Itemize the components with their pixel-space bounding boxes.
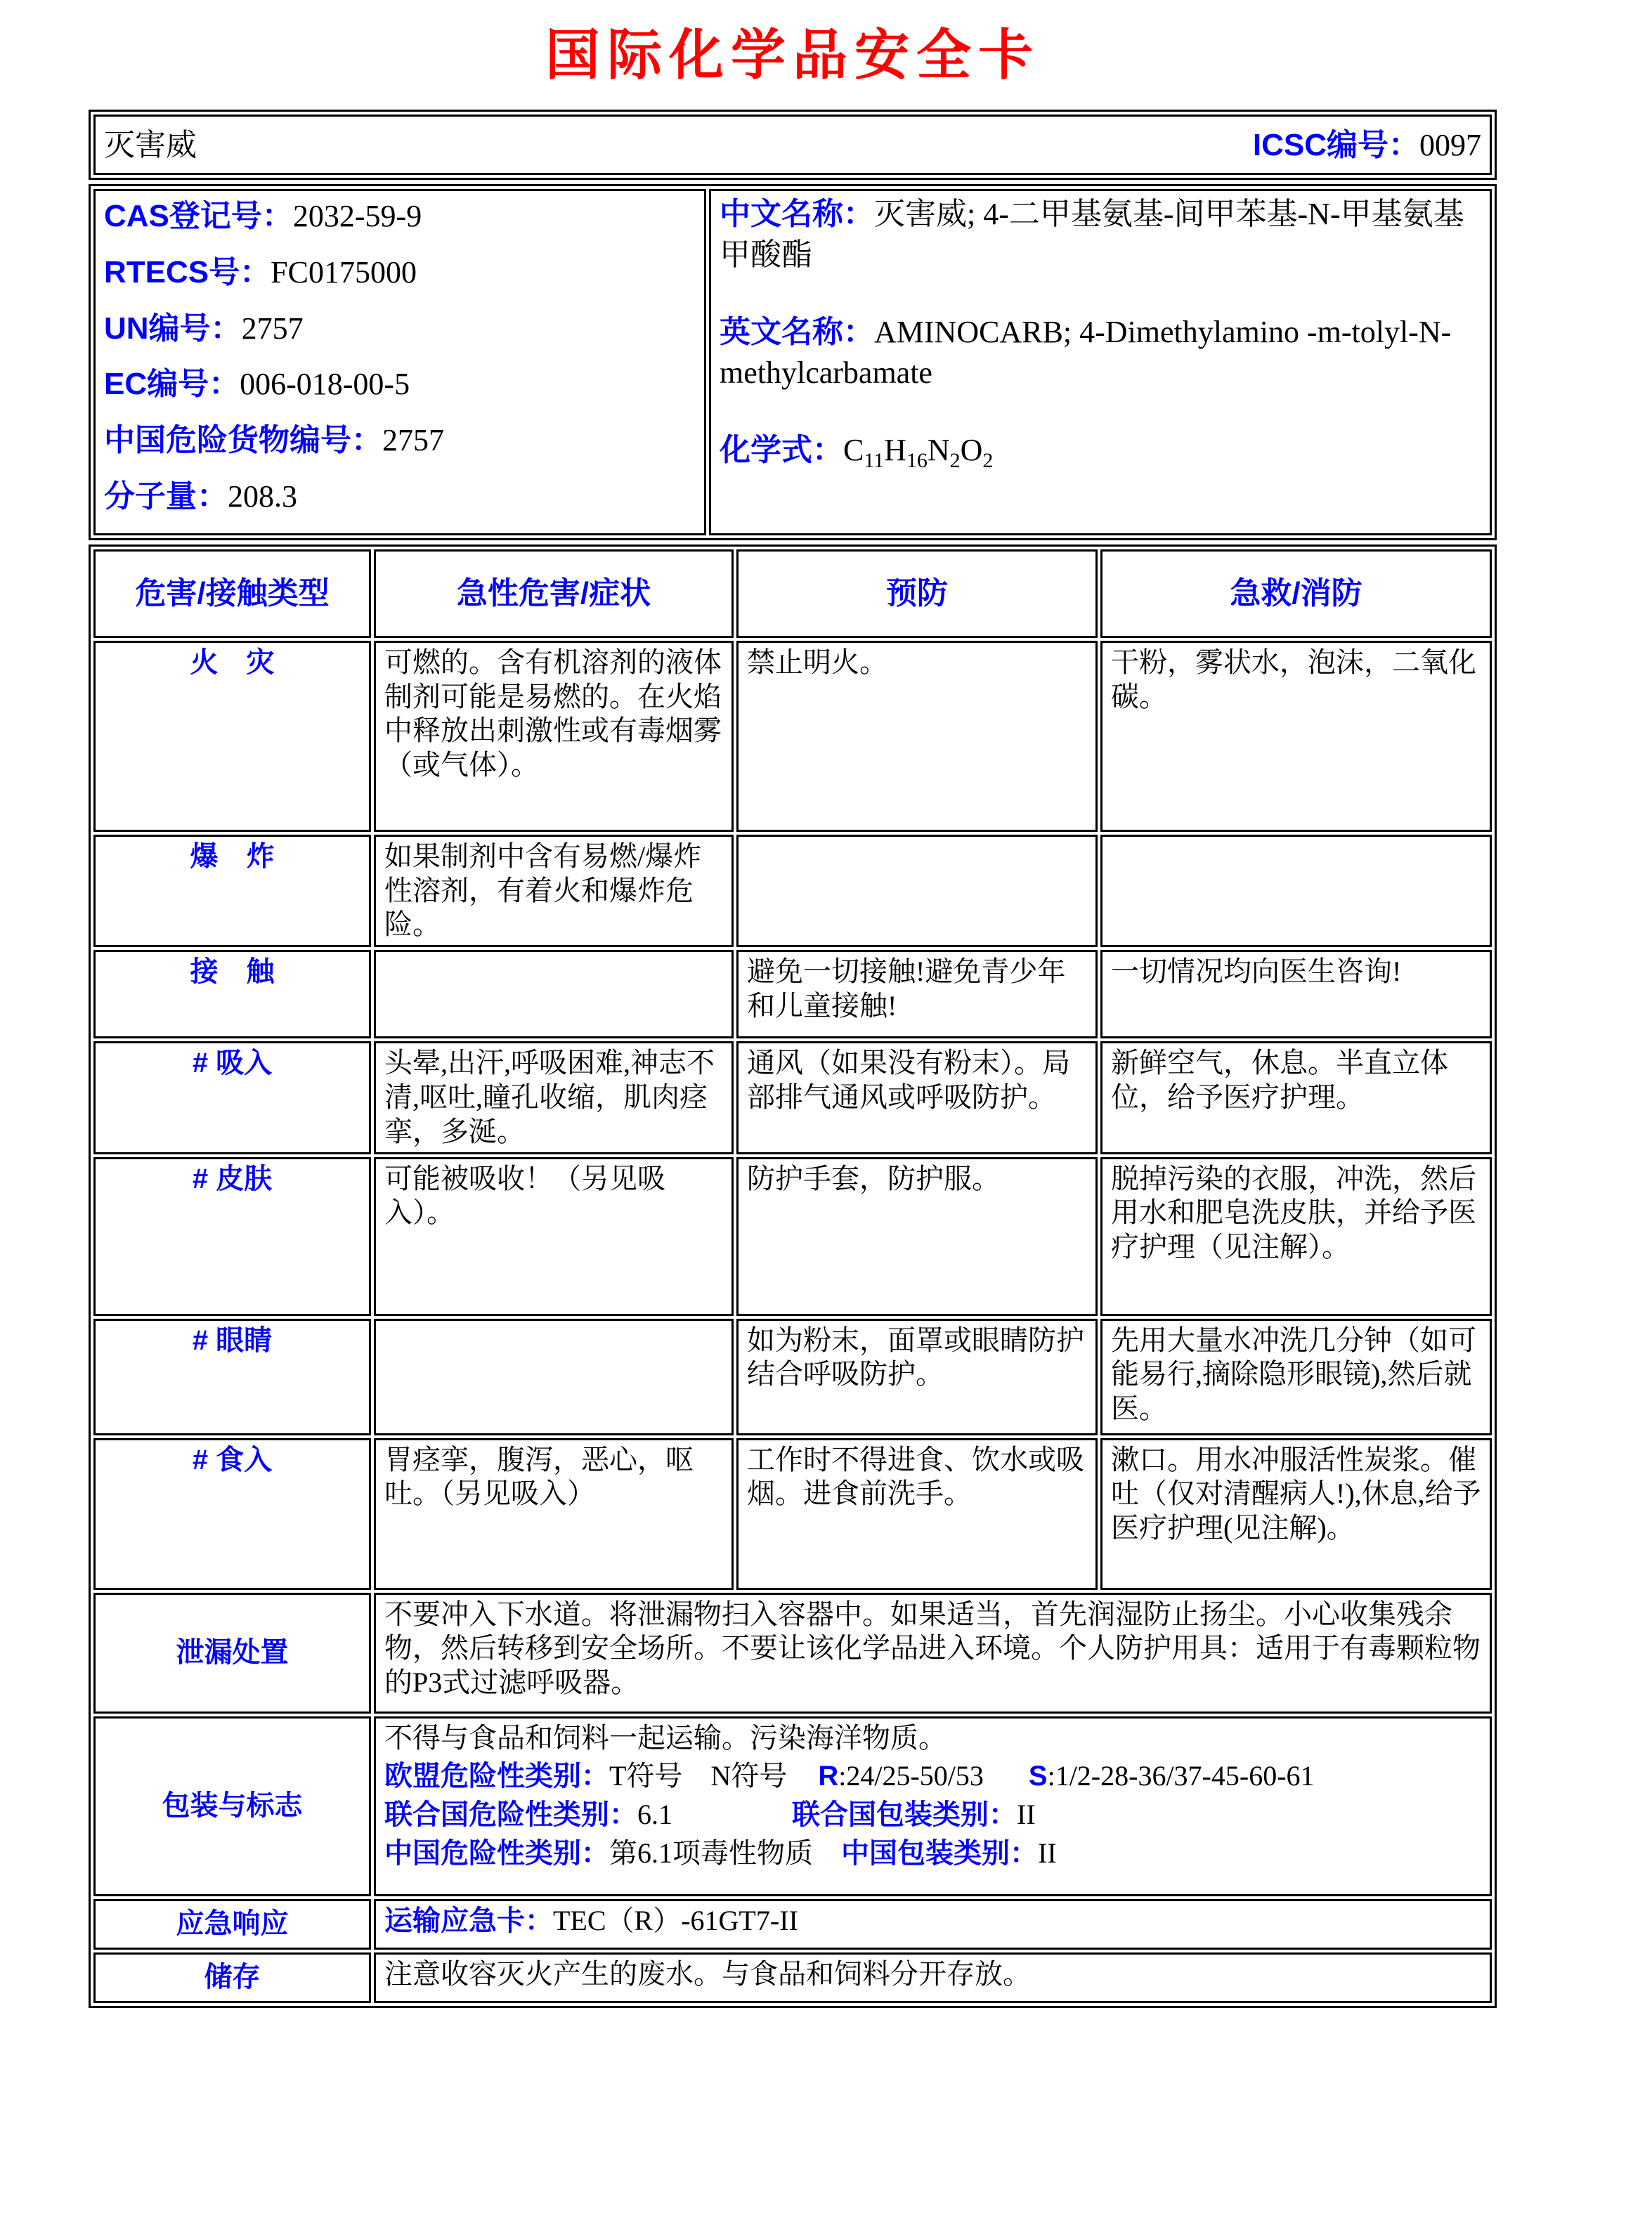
un-hazard-class-value: 6.1 [637,1799,672,1831]
eyes-symptoms [374,1319,734,1435]
china-dg-number-label: 中国危险货物编号： [104,423,382,458]
formula-para [720,430,1481,474]
fire-prevention: 禁止明火。 [736,641,1098,832]
un-packing-group-value: II [1017,1799,1036,1831]
row-packaging-labeling [93,1716,1492,1896]
cas-number-line [104,194,696,239]
inhalation-prevention: 通风（如果没有粉末）。局部排气通风或呼吸防护。 [736,1041,1098,1154]
row-emergency-response [93,1899,1492,1950]
row-storage [93,1952,1492,2003]
un-number-line [104,306,696,351]
hazard-table-header-row [93,549,1492,638]
fire-symptoms: 可燃的。含有机溶剂的液体制剂可能是易燃的。在火焰中释放出刺激性或有毒烟雾（或气体）。 [374,641,734,832]
page-title: 国际化学品安全卡 [545,24,1040,86]
identifiers-table [89,184,1497,540]
chemical-formula-label: 化学式： [720,433,843,468]
row-eyes [93,1319,1492,1435]
skin-firstaid: 脱掉污染的衣服，冲洗，然后用水和肥皂洗皮肤，并给予医疗护理（见注解）。 [1100,1157,1492,1316]
identifiers-right-cell [709,189,1492,535]
row-fire-label: 火 灾 [93,641,371,832]
eu-hazard-class-label: 欧盟危险性类别： [384,1761,609,1792]
china-dg-number-line [104,418,696,463]
contact-symptoms [374,950,734,1038]
col-header-prevention: 预防 [736,549,1098,638]
row-inhalation-label: # 吸入 [93,1041,371,1154]
row-contact-label: 接 触 [93,950,371,1038]
identifiers-row [93,189,1492,535]
storage-text: 注意收容灭火产生的废水。与食品和饲料分开存放。 [374,1952,1492,2003]
un-packing-group-label: 联合国包装类别： [792,1799,1017,1831]
ingestion-symptoms: 胃痉挛，腹泻，恶心，呕吐。（另见吸入） [374,1438,734,1590]
r-phrases-label: R [818,1761,839,1792]
row-packaging-label: 包装与标志 [93,1716,371,1896]
ec-number-value: 006-018-00-5 [240,367,410,402]
inhalation-symptoms: 头晕,出汗,呼吸困难,神志不清,呕吐,瞳孔收缩，肌肉痉挛，多涎。 [374,1041,734,1154]
chemical-formula-value: $C_{11}H_{16}N_2O_2$ [843,433,994,473]
rtecs-number-value: FC0175000 [271,254,417,289]
contact-firstaid: 一切情况均向医生咨询! [1100,950,1492,1038]
un-number-label: UN编号： [104,311,242,346]
chinese-name-para [720,194,1481,275]
icsc-number-label: ICSC编号： [1252,128,1419,162]
s-phrases-label: S [1028,1761,1048,1792]
row-explosion [93,835,1492,947]
name-header-table [89,110,1497,180]
row-storage-label: 储存 [93,1952,371,2003]
row-contact [93,950,1492,1038]
ec-number-line [104,362,696,407]
chinese-name-label: 中文名称： [720,197,874,231]
inhalation-firstaid: 新鲜空气，休息。半直立体位，给予医疗护理。 [1100,1041,1492,1154]
col-header-hazard-type: 危害/接触类型 [93,549,371,638]
row-ingestion [93,1438,1492,1590]
name-header-row [93,115,1492,175]
cas-number-value: 2032-59-9 [292,199,422,233]
skin-prevention: 防护手套，防护服。 [736,1157,1098,1316]
english-name-value: AMINOCARB; 4-Dimethylamino -m-tolyl-N-methylcarbamate [720,315,1452,391]
molecular-weight-label: 分子量： [104,478,228,514]
china-class-line [384,1837,1481,1871]
emergency-cell [374,1899,1492,1950]
skin-symptoms: 可能被吸收！（另见吸入）。 [374,1157,734,1316]
icsc-card [89,7,1497,2012]
row-eyes-label: # 眼睛 [93,1319,371,1435]
china-packing-group-value: II [1038,1837,1057,1869]
r-phrases-value: :24/25-50/53 [838,1760,984,1792]
un-number-value: 2757 [241,311,304,346]
row-skin-label: # 皮肤 [93,1157,371,1316]
spill-text: 不要冲入下水道。将泄漏物扫入容器中。如果适当，首先润湿防止扬尘。小心收集残余物，然后转移到安全场所。不要让该化学品进入环境。个人防护用具：适用于有毒颗粒物的P3式过滤呼吸器。 [374,1593,1492,1714]
identifiers-left-cell [93,189,706,535]
row-emergency-label: 应急响应 [93,1899,371,1950]
row-spill-label: 泄漏处置 [93,1593,371,1714]
eu-hazard-class-value: T符号 N符号 [609,1760,788,1792]
transport-emergency-card-label: 运输应急卡： [384,1905,553,1936]
row-skin [93,1157,1492,1316]
ingestion-firstaid: 漱口。用水冲服活性炭浆。催吐（仅对清醒病人!),休息,给予医疗护理(见注解)。 [1100,1438,1492,1590]
row-ingestion-label: # 食入 [93,1438,371,1590]
s-phrases-value: :1/2-28-36/37-45-60-61 [1047,1760,1315,1792]
row-fire [93,641,1492,832]
fire-firstaid: 干粉，雾状水，泡沫，二氧化碳。 [1100,641,1492,832]
molecular-weight-line [104,474,696,519]
eu-hazard-class-line [384,1759,1481,1794]
un-class-line [384,1798,1481,1832]
un-hazard-class-label: 联合国危险性类别： [384,1799,637,1831]
ec-number-label: EC编号： [104,367,240,402]
rtecs-number-label: RTECS号： [104,254,271,289]
row-spill-disposal [93,1593,1492,1714]
rtecs-number-line [104,250,696,295]
col-header-firstaid: 急救/消防 [1100,549,1492,638]
china-hazard-class-value: 第6.1项毒性物质 [609,1837,813,1869]
china-packing-group-label: 中国包装类别： [841,1837,1038,1869]
packaging-transport-note: 不得与食品和饲料一起运输。污染海洋物质。 [384,1721,947,1754]
eyes-prevention: 如为粉末，面罩或眼睛防护结合呼吸防护。 [736,1319,1098,1435]
row-explosion-label: 爆 炸 [93,835,371,947]
cas-number-label: CAS登记号： [104,199,293,233]
ingestion-prevention: 工作时不得进食、饮水或吸烟。进食前洗手。 [736,1438,1098,1590]
explosion-symptoms: 如果制剂中含有易燃/爆炸性溶剂，有着火和爆炸危险。 [374,835,734,947]
china-hazard-class-label: 中国危险性类别： [384,1837,609,1869]
icsc-number-value: 0097 [1419,128,1481,162]
explosion-prevention [736,835,1098,947]
row-inhalation [93,1041,1492,1154]
molecular-weight-value: 208.3 [228,478,297,514]
hazard-table [89,545,1497,2008]
chemical-name: 灭害威 [104,128,197,162]
contact-prevention: 避免一切接触!避免青少年和儿童接触! [736,950,1098,1038]
explosion-firstaid [1100,835,1492,947]
packaging-cell [374,1716,1492,1896]
chinese-name-value: 灭害威; 4-二甲基氨基-间甲苯基-N-甲基氨基甲酸酯 [720,197,1464,273]
china-dg-number-value: 2757 [382,423,444,458]
col-header-symptoms: 急性危害/症状 [374,549,734,638]
english-name-label: 英文名称： [720,315,874,350]
english-name-para [720,312,1481,393]
transport-emergency-card-value: TEC（R）-61GT7-II [553,1904,798,1936]
eyes-firstaid: 先用大量水冲洗几分钟（如可能易行,摘除隐形眼镜),然后就医。 [1100,1319,1492,1435]
